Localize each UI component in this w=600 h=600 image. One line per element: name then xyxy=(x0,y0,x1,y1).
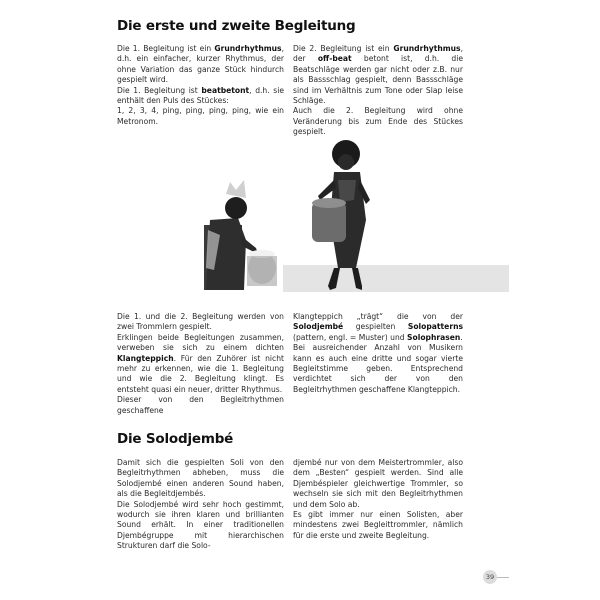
section-title-solodjembe: Die Solodjembé xyxy=(117,431,234,447)
paragraph: Die 1. und die 2. Begleitung werden von zwei Trommlern gespielt. xyxy=(117,312,284,332)
text-column-solo-left xyxy=(117,458,284,552)
paragraph: Die 2. Begleitung ist ein Grundrhythmus, der off-beat betont ist, d.h. die Beatschläge werden gar nicht oder z.B. nur als Bassschlag gespielt, denn Bassschläge sind im Verhältnis zum Tone oder Slap leise Schläge. xyxy=(293,44,463,106)
text-column-solo-right xyxy=(293,458,463,541)
paragraph: Die Solodjembé wird sehr hoch gestimmt, wodurch sie ihren klaren und brillianten Sound erhält. In einer traditionellen Djembégruppe mit hierarchischen Strukturen darf die Solo- xyxy=(117,499,284,551)
paragraph: Dieser von den Begleitrhythmen geschaffene xyxy=(117,395,284,415)
text-column-lower-left xyxy=(117,312,284,416)
paragraph: Die 1. Begleitung ist ein Grundrhythmus, d.h. ein einfacher, kurzer Rhythmus, der ohne Variation das ganze Stück hindurch gespielt wird. xyxy=(117,44,284,85)
paragraph: Bei ausreichender Anzahl von Musikern kann es auch eine dritte und sogar vierte Begleitstimme geben. Entsprechend verdichtet sich der von den Begleitrhythmen geschaffene Klangteppich. xyxy=(293,343,463,394)
paragraph: 1, 2, 3, 4, ping, ping, ping, ping, wie ein Metronom. xyxy=(117,106,284,126)
section-title-begleitung: Die erste und zweite Begleitung xyxy=(117,18,356,34)
seated-drummer-figure xyxy=(204,180,277,290)
paragraph: Auch die 2. Begleitung wird ohne Veränderung bis zum Ende des Stückes gespielt. xyxy=(293,106,463,137)
paragraph: djembé nur von dem Meistertrommler, also dem „Besten“ gespielt werden. Sind alle Djembéspieler gleichwertige Trommler, so wechseln sie sich mit den Begleitrhythmen und dem Solo ab. xyxy=(293,458,463,509)
text-column-lower-right xyxy=(293,312,463,395)
paragraph: Die 1. Begleitung ist beatbetont, d.h. sie enthält den Puls des Stückes: xyxy=(117,85,284,106)
text-column-upper-left xyxy=(117,44,284,127)
page-number-rule xyxy=(497,577,509,578)
paragraph: Es gibt immer nur einen Solisten, aber mindestens zwei Begleittrommler, nämlich für die erste und zweite Begleitung. xyxy=(293,510,463,540)
paragraph: Damit sich die gespielten Soli von den Begleitrhythmen abheben, muss die Solodjembé einen anderen Sound haben, als die Begleitdjembés. xyxy=(117,458,284,499)
paragraph: Klangteppich „trägt“ die von der Solodjembé gespielten Solopatterns (pattern, engl. = Muster) und Solophrasen. xyxy=(293,312,463,342)
text-column-upper-right xyxy=(293,44,463,138)
paragraph: Erklingen beide Begleitungen zusammen, verweben sie sich zu einem dichten Klangteppich. Für den Zuhörer ist nicht mehr zu erkennen, wie die 1. Begleitung und wie die 2. Begleitung klingt. Es entsteht quasi ein neuer, dritter Rhythmus. xyxy=(117,332,284,394)
page-number: 39 xyxy=(483,570,497,584)
drummers-photo xyxy=(200,140,380,295)
standing-drummer-figure xyxy=(312,140,370,290)
